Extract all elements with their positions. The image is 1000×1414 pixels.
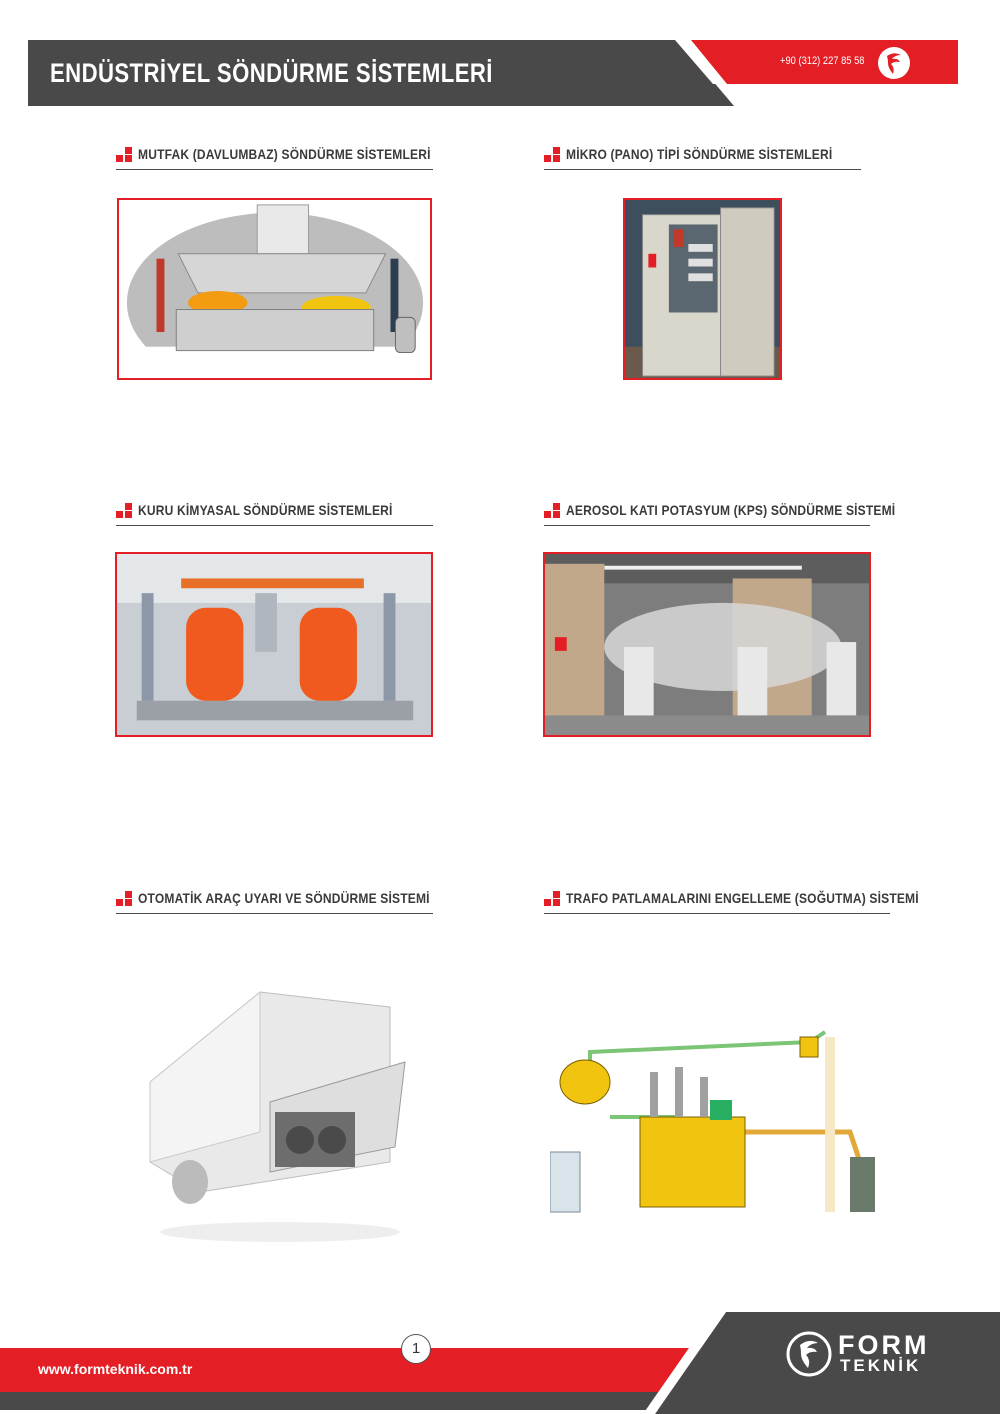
bullet-squares-icon [544,891,562,907]
section-title: KURU KİMYASAL SÖNDÜRME SİSTEMLERİ [138,502,393,518]
page-title: ENDÜSTRİYEL SÖNDÜRME SİSTEMLERİ [50,58,493,88]
brand-mark-icon [877,46,911,80]
bullet-squares-icon [116,891,134,907]
section-heading-transformer [544,888,919,914]
brand-wordmark-form: FORM [838,1330,930,1360]
transformer-cooling-diagram [550,1022,885,1217]
brand-wordmark-teknik: TEKNİK [840,1356,922,1375]
section-title: TRAFO PATLAMALARINI ENGELLEME (SOĞUTMA) SİSTEMİ [566,890,919,906]
header-phone[interactable]: +90 (312) 227 85 58 [780,55,865,67]
brand-logo-icon [786,1331,832,1377]
footer-website-link[interactable]: www.formteknik.com.tr [38,1361,193,1377]
bullet-squares-icon [544,503,562,519]
section-title: AEROSOL KATI POTASYUM (KPS) SÖNDÜRME SİSTEMİ [566,502,896,518]
bullet-squares-icon [116,147,134,163]
section-heading-kitchen [116,144,433,170]
section-heading-vehicle [116,888,433,914]
section-title: MUTFAK (DAVLUMBAZ) SÖNDÜRME SİSTEMLERİ [138,146,431,162]
section-heading-aerosol [544,500,896,526]
page-number: 1 [401,1334,431,1364]
bullet-squares-icon [116,503,134,519]
bullet-squares-icon [544,147,562,163]
kitchen-hood-illustration [117,198,432,380]
section-heading-dry-chemical [116,500,433,526]
electrical-panel-photo [623,198,782,380]
section-title: MİKRO (PANO) TİPİ SÖNDÜRME SİSTEMLERİ [566,146,833,162]
aerosol-room-illustration [543,552,871,737]
dry-chemical-tanks-photo [115,552,433,737]
bus-engine-illustration [140,982,410,1244]
section-title: OTOMATİK ARAÇ UYARI VE SÖNDÜRME SİSTEMİ [138,890,430,906]
section-heading-panel [544,144,861,170]
